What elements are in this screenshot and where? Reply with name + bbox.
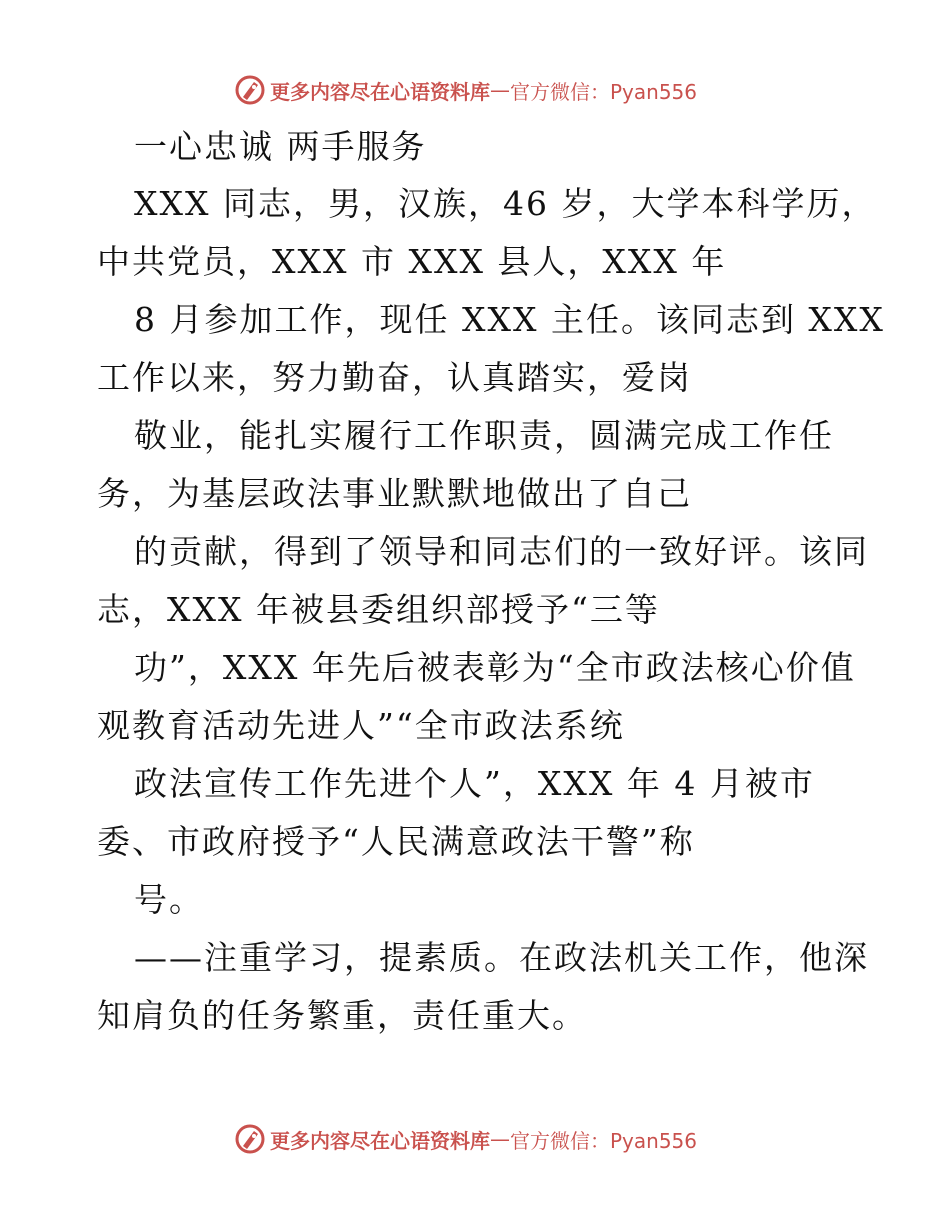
paragraph-line: 观教育活动先进人”“全市政法系统 <box>97 706 625 745</box>
watermark-separator: — <box>490 1127 510 1151</box>
paragraph-line: 的贡献，得到了领导和同志们的一致好评。该同 <box>134 532 869 571</box>
watermark-text: 更多内容尽在心语资料库 <box>270 79 490 104</box>
paragraph-line: 志，XXX 年被县委组织部授予“三等 <box>97 590 660 629</box>
pen-nib-seal-icon <box>234 74 266 106</box>
paragraph-line: 中共党员，XXX 市 XXX 县人，XXX 年 <box>97 242 727 281</box>
watermark-text: 更多内容尽在心语资料库 <box>270 1128 490 1153</box>
paragraph-line: 8 月参加工作，现任 XXX 主任。该同志到 XXX <box>134 300 885 339</box>
paragraph-line: 工作以来，努力勤奋，认真踏实，爱岗 <box>97 358 692 397</box>
document-title: 一心忠诚 两手服务 <box>134 127 427 166</box>
watermark-separator: — <box>490 78 510 102</box>
paragraph-line: XXX 同志，男，汉族，46 岁，大学本科学历， <box>134 184 877 223</box>
paragraph-line: 务，为基层政法事业默默地做出了自己 <box>97 474 692 513</box>
paragraph-line: 政法宣传工作先进个人”，XXX 年 4 月被市 <box>134 764 815 803</box>
watermark-wechat: 官方微信：Pyan556 <box>510 1128 698 1153</box>
footer-watermark <box>234 1122 697 1156</box>
paragraph-line: ——注重学习，提素质。在政法机关工作，他深 <box>134 938 869 977</box>
header-watermark <box>234 73 697 107</box>
paragraph-line: 敬业，能扎实履行工作职责，圆满完成工作任 <box>134 416 834 455</box>
paragraph-line: 知肩负的任务繁重，责任重大。 <box>97 996 587 1035</box>
paragraph-line: 功”，XXX 年先后被表彰为“全市政法核心价值 <box>134 648 856 687</box>
pen-nib-seal-icon <box>234 1123 266 1155</box>
paragraph-line: 委、市政府授予“人民满意政法干警”称 <box>97 822 695 861</box>
watermark-wechat: 官方微信：Pyan556 <box>510 79 698 104</box>
paragraph-line: 号。 <box>134 880 204 919</box>
